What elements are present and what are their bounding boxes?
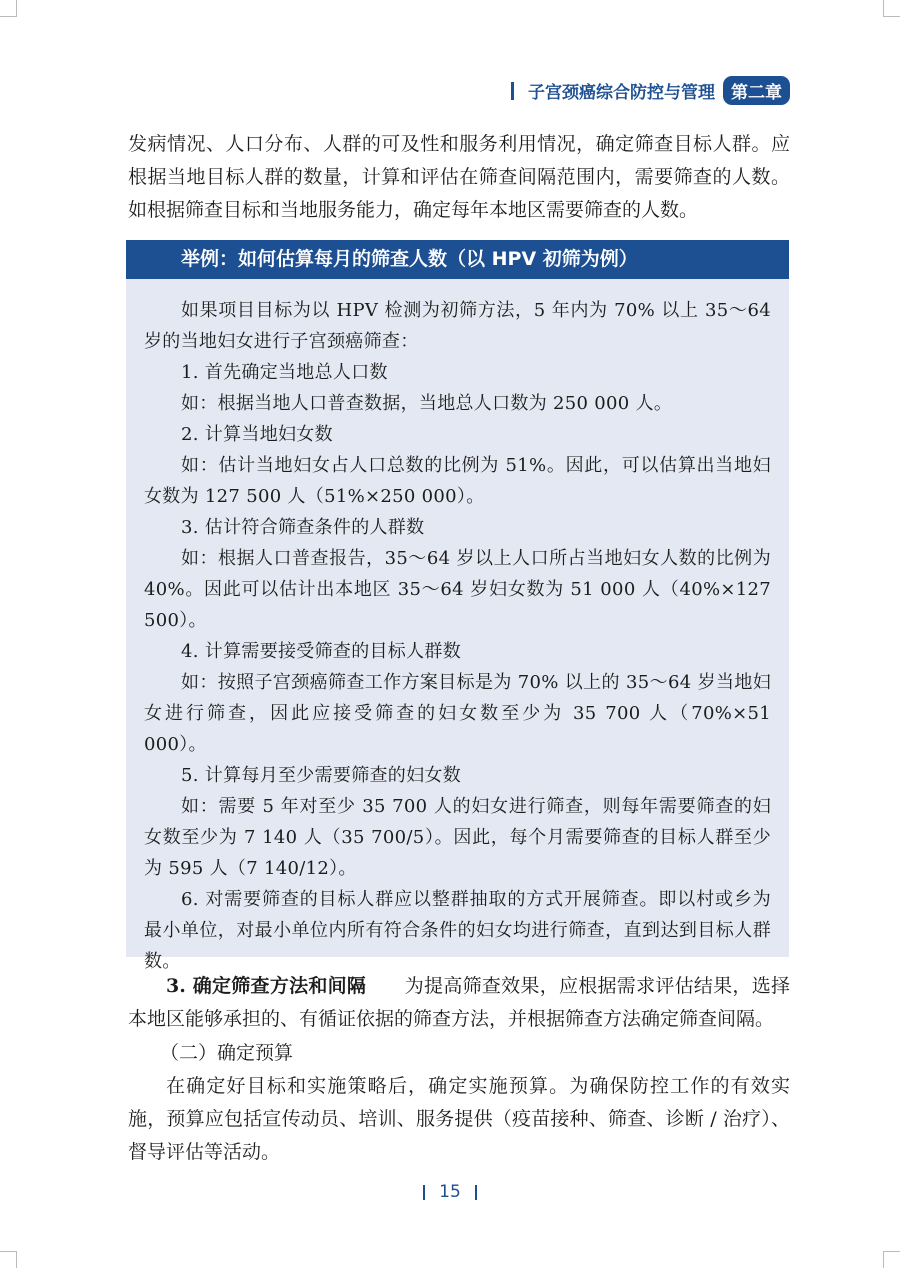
- header-title: 子宫颈癌综合防控与管理: [528, 83, 715, 103]
- example-box: [126, 240, 789, 972]
- section-3-heading: 3. 确定筛查方法和间隔: [166, 975, 367, 997]
- example-step-4: 4. 计算需要接受筛查的目标人群数: [181, 641, 461, 662]
- example-step-6: 6. 对需要筛查的目标人群应以整群抽取的方式开展筛查。即以村或乡为最小单位，对最小单位内所有符合条件的妇女均进行筛查，直到达到目标人群数。: [144, 889, 771, 972]
- example-body: [126, 279, 789, 977]
- intro-paragraph: 发病情况、人口分布、人群的可及性和服务利用情况，确定筛查目标人群。应根据当地目标人群的数量，计算和评估在筛查间隔范围内，需要筛查的人数。如根据筛查目标和当地服务能力，确定每年本地区需要筛查的人数。: [128, 133, 790, 221]
- page-number: 15: [439, 1182, 461, 1202]
- crop-mark-top-left: [0, 0, 17, 17]
- example-step-3-detail: 如：根据人口普查报告，35～64 岁以上人口所占当地妇女人数的比例为 40%。因此可以估计出本地区 35～64 岁妇女数为 51 000 人（40%×127 500）。: [144, 548, 771, 631]
- chapter-badge: 第二章: [723, 76, 790, 105]
- crop-mark-bottom-left: [0, 1251, 17, 1268]
- footer-bar-left: [423, 1185, 425, 1200]
- example-title: 举例：如何估算每月的筛查人数（以 HPV 初筛为例）: [126, 240, 789, 279]
- example-step-5-detail: 如：需要 5 年对至少 35 700 人的妇女进行筛查，则每年需要筛查的妇女数至少为 7 140 人（35 700/5）。因此，每个月需要筛查的目标人群至少为 595 人（7 140/12）。: [144, 796, 771, 879]
- example-step-2: 2. 计算当地妇女数: [181, 424, 333, 445]
- example-step-5: 5. 计算每月至少需要筛查的妇女数: [181, 765, 461, 786]
- example-step-1: 1. 首先确定当地总人口数: [181, 362, 388, 383]
- running-header: [511, 76, 790, 105]
- footer-bar-right: [475, 1185, 477, 1200]
- crop-mark-top-right: [883, 0, 900, 17]
- crop-mark-bottom-right: [883, 1251, 900, 1268]
- section-3-paragraph: [128, 970, 790, 1036]
- page-footer: [0, 1182, 900, 1202]
- budget-paragraph: 在确定好目标和实施策略后，确定实施预算。为确保防控工作的有效实施，预算应包括宣传动员、培训、服务提供（疫苗接种、筛查、诊断 / 治疗）、督导评估等活动。: [128, 1075, 790, 1163]
- example-step-2-detail: 如：估计当地妇女占人口总数的比例为 51%。因此，可以估算出当地妇女数为 127 500 人（51%×250 000）。: [144, 455, 771, 507]
- subsection-heading: （二）确定预算: [160, 1042, 294, 1064]
- example-step-4-detail: 如：按照子宫颈癌筛查工作方案目标是为 70% 以上的 35～64 岁当地妇女进行筛查，因此应接受筛查的妇女数至少为 35 700 人（70%×51 000）。: [144, 672, 771, 755]
- section-3-gap: [366, 975, 405, 997]
- example-intro: 如果项目目标为以 HPV 检测为初筛方法，5 年内为 70% 以上 35～64 岁的当地妇女进行子宫颈癌筛查：: [144, 300, 771, 352]
- example-step-1-detail: 如：根据当地人口普查数据，当地总人口数为 250 000 人。: [181, 393, 673, 414]
- section-3-text: 为提高筛查效果，应根据需求评估结果，选择本地区能够承担的、有循证依据的筛查方法，并根据筛查方法确定筛查间隔。: [128, 975, 790, 1030]
- example-step-3: 3. 估计符合筛查条件的人群数: [181, 517, 425, 538]
- header-bar: [511, 82, 514, 100]
